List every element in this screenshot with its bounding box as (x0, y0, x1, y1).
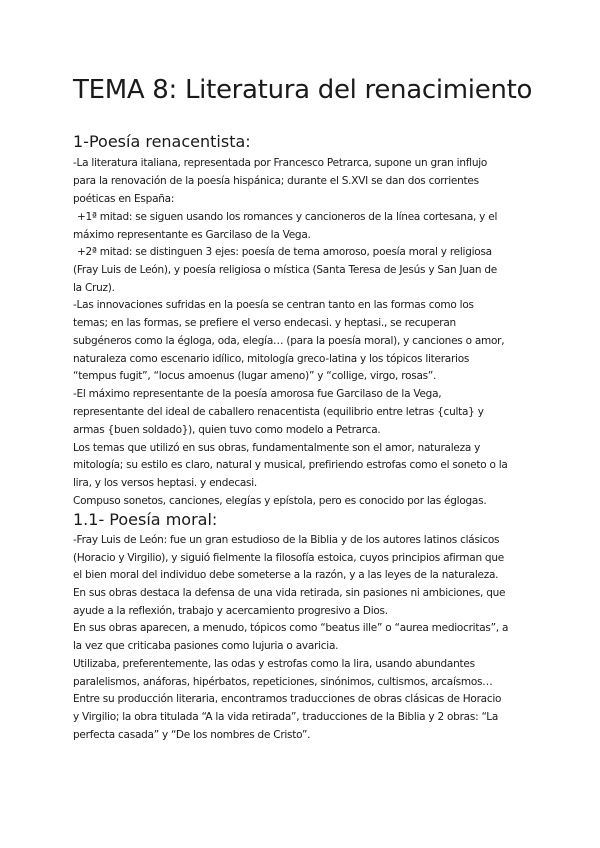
paragraph-line: subgéneros como la égloga, oda, elegía… (para la poesía moral), y canciones o amor, (73, 335, 505, 347)
paragraph-line: naturaleza como escenario idílico, mitología greco-latina y los tópicos literarios (73, 353, 470, 365)
paragraph-line: Utilizaba, preferentemente, las odas y estrofas como la lira, usando abundantes (73, 658, 475, 670)
paragraph-line: el bien moral del individuo debe someterse a la razón, y a las leyes de la naturaleza. (73, 569, 499, 581)
paragraph-line: lira, y los versos heptasi. y endecasi. (73, 477, 258, 489)
paragraph-line: +1ª mitad: se siguen usando los romances y cancioneros de la línea cortesana, y el (77, 211, 498, 223)
paragraph-line: la vez que criticaba pasiones como lujuria o avaricia. (73, 640, 339, 652)
paragraph-line: Compuso sonetos, canciones, elegías y epístola, pero es conocido por las églogas. (73, 495, 487, 507)
paragraph-line: Los temas que utilizó en sus obras, fundamentalmente son el amor, naturaleza y (73, 442, 481, 454)
paragraph-line: -Las innovaciones sufridas en la poesía se centran tanto en las formas como los (73, 299, 474, 311)
paragraph-line: representante del ideal de caballero renacentista (equilibrio entre letras {culta} y (73, 406, 484, 418)
page-title: TEMA 8: Literatura del renacimiento (73, 75, 533, 105)
paragraph-line: paralelismos, anáforas, hipérbatos, repeticiones, sinónimos, cultismos, arcaísmos… (73, 676, 493, 688)
paragraph-line: (Horacio y Virgilio), y siguió fielmente la filosofía estoica, cuyos principios afirman que (73, 552, 504, 564)
paragraph-line: armas {buen soldado}), quien tuvo como modelo a Petrarca. (73, 424, 381, 436)
paragraph-line: y Virgilio; la obra titulada “A la vida retirada”, traducciones de la Biblia y 2 obras: “La (73, 711, 499, 723)
paragraph-line: -La literatura italiana, representada por Francesco Petrarca, supone un gran influjo (73, 157, 488, 169)
paragraph-line: poéticas en España: (73, 193, 175, 205)
paragraph-line: temas; en las formas, se prefiere el verso endecasi. y heptasi., se recuperan (73, 317, 456, 329)
paragraph-line: +2ª mitad: se distinguen 3 ejes: poesía de tema amoroso, poesía moral y religiosa (77, 246, 492, 258)
paragraph-line: “tempus fugit”, “locus amoenus (lugar ameno)” y “collige, virgo, rosas”. (73, 370, 437, 382)
paragraph-line: (Fray Luis de León), y poesía religiosa o mística (Santa Teresa de Jesús y San Juan de (73, 264, 498, 276)
section-heading-poesia-moral: 1.1- Poesía moral: (73, 510, 218, 529)
paragraph-line: ayude a la reflexión, trabajo y acercamiento progresivo a Dios. (73, 605, 388, 617)
paragraph-line: la Cruz). (73, 282, 115, 294)
paragraph-line: máximo representante es Garcilaso de la Vega. (73, 229, 311, 241)
paragraph-line: En sus obras aparecen, a menudo, tópicos como “beatus ille” o “aurea mediocritas”, a (73, 622, 509, 634)
paragraph-line: En sus obras destaca la defensa de una vida retirada, sin pasiones ni ambiciones, que (73, 587, 506, 599)
paragraph-line: Entre su producción literaria, encontramos traducciones de obras clásicas de Horacio (73, 693, 502, 705)
section-heading-poesia-renacentista: 1-Poesía renacentista: (73, 132, 251, 151)
paragraph-line: para la renovación de la poesía hispánica; durante el S.XVI se dan dos corrientes (73, 175, 479, 187)
paragraph-line: -El máximo representante de la poesía amorosa fue Garcilaso de la Vega, (73, 388, 442, 400)
paragraph-line: -Fray Luis de León: fue un gran estudioso de la Biblia y de los autores latinos clásicos (73, 534, 500, 546)
paragraph-line: perfecta casada” y “De los nombres de Cristo”. (73, 729, 311, 741)
paragraph-line: mitología; su estilo es claro, natural y musical, prefiriendo estrofas como el soneto o la (73, 459, 508, 471)
